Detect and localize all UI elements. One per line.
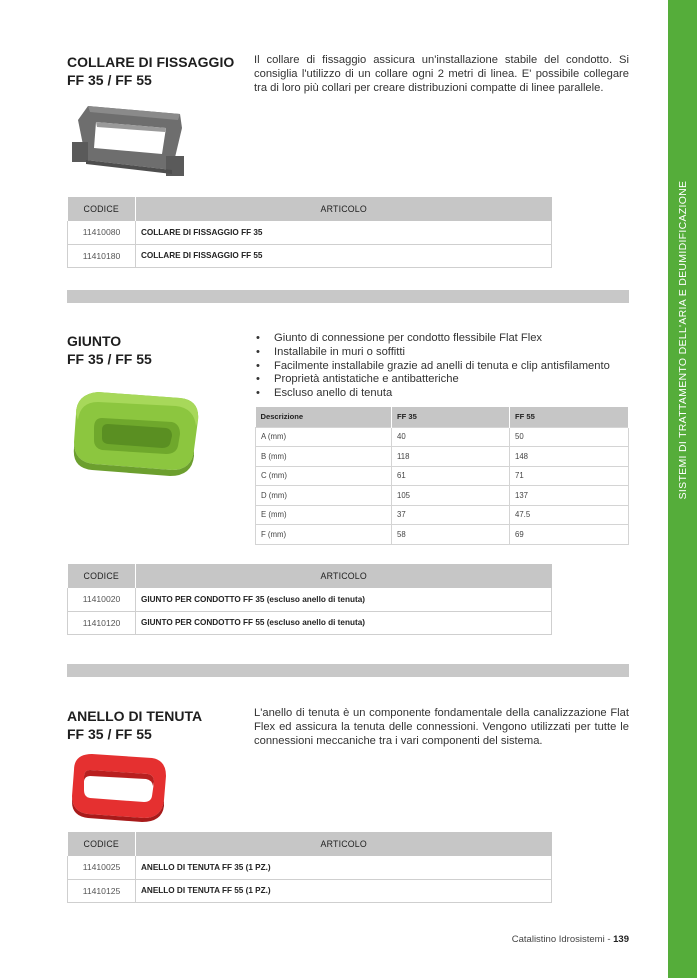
spec-cell: 47.5 [510,505,629,525]
giunto-subtitle: FF 35 / FF 55 [67,351,152,367]
spec-cell: B (mm) [256,447,392,467]
anello-subtitle: FF 35 / FF 55 [67,726,152,742]
spec-header: FF 35 [392,407,510,427]
article-header: ARTICOLO [136,197,552,221]
spec-row [256,427,629,447]
article-cell: GIUNTO PER CONDOTTO FF 55 (escluso anello di tenuta) [136,611,552,634]
giunto-image [68,384,204,478]
spec-header-row [256,407,629,427]
table-header-row [68,197,552,221]
article-cell: ANELLO DI TENUTA FF 35 (1 PZ.) [136,856,552,879]
code-cell: 11410080 [68,221,136,244]
spec-row [256,505,629,525]
code-cell: 11410180 [68,244,136,267]
code-header: CODICE [68,197,136,221]
giunto-spec-table [255,407,629,545]
table-row [68,879,552,902]
list-item: • Facilmente installabile grazie ad anelli di tenuta e clip antisfilamento [256,359,610,372]
code-cell: 11410020 [68,588,136,611]
article-cell: COLLARE DI FISSAGGIO FF 55 [136,244,552,267]
article-cell: GIUNTO PER CONDOTTO FF 35 (escluso anello di tenuta) [136,588,552,611]
collare-title-text: COLLARE DI FISSAGGIO [67,54,235,70]
spec-cell: 71 [510,466,629,486]
article-header: ARTICOLO [136,564,552,588]
code-cell: 11410125 [68,879,136,902]
footer-separator: - [604,934,614,945]
spec-cell: A (mm) [256,427,392,447]
section-divider [67,290,629,303]
article-cell: COLLARE DI FISSAGGIO FF 35 [136,221,552,244]
spec-row [256,525,629,545]
spec-cell: 118 [392,447,510,467]
giunto-title [67,332,152,368]
anello-title [67,707,202,743]
giunto-table [67,564,552,635]
side-band-text: SISTEMI DI TRATTAMENTO DELL'ARIA E DEUMIDIFICAZIONE [676,180,689,500]
spec-cell: 37 [392,505,510,525]
anello-table [67,832,552,903]
code-cell: 11410120 [68,611,136,634]
collare-image [68,98,190,182]
anello-image [68,750,170,822]
spec-cell: 69 [510,525,629,545]
list-item: • Escluso anello di tenuta [256,387,393,400]
spec-cell: 61 [392,466,510,486]
anello-description: L'anello di tenuta è un componente fondamentale della canalizzazione Flat Flex ed assicura la tenuta delle connessioni. Vengono utilizzati per tutte le connessioni meccaniche tra i vari componenti del sistema. [254,707,629,747]
spec-header: Descrizione [256,407,392,427]
article-cell: ANELLO DI TENUTA FF 55 (1 PZ.) [136,879,552,902]
spec-row [256,466,629,486]
code-header: CODICE [68,564,136,588]
table-row [68,856,552,879]
list-item: • Installabile in muri o soffitti [256,345,405,358]
side-band [668,0,697,978]
table-header-row [68,832,552,856]
list-item: • Proprietà antistatiche e antibatteriche [256,373,459,386]
collare-table [67,197,552,268]
footer [512,934,629,945]
spec-row [256,447,629,467]
spec-row [256,486,629,506]
spec-cell: 58 [392,525,510,545]
list-item: • Giunto di connessione per condotto flessibile Flat Flex [256,332,543,344]
section-divider [67,664,629,677]
collare-description: Il collare di fissaggio assicura un'installazione stabile del condotto. Si consiglia l'utilizzo di un collare ogni 2 metri di linea. E' possibile collegare tra di loro più collari per creare distribuzioni compatte di linee parallele. [254,54,629,94]
spec-cell: 137 [510,486,629,506]
spec-cell: 40 [392,427,510,447]
table-header-row [68,564,552,588]
spec-cell: 148 [510,447,629,467]
code-cell: 11410025 [68,856,136,879]
collare-title [67,53,234,89]
table-row [68,244,552,267]
table-row [68,221,552,244]
spec-cell: D (mm) [256,486,392,506]
table-row [68,588,552,611]
spec-cell: F (mm) [256,525,392,545]
spec-cell: 105 [392,486,510,506]
article-header: ARTICOLO [136,832,552,856]
giunto-feature-list [254,332,610,401]
page-number: 139 [613,934,629,945]
spec-cell: C (mm) [256,466,392,486]
spec-header: FF 55 [510,407,629,427]
spec-cell: 50 [510,427,629,447]
collare-subtitle: FF 35 / FF 55 [67,72,152,88]
anello-title-text: ANELLO DI TENUTA [67,708,203,724]
footer-catalog: Catalistino Idrosistemi [511,934,605,945]
giunto-title-text: GIUNTO [67,333,122,349]
table-row [68,611,552,634]
spec-cell: E (mm) [256,505,392,525]
code-header: CODICE [68,832,136,856]
